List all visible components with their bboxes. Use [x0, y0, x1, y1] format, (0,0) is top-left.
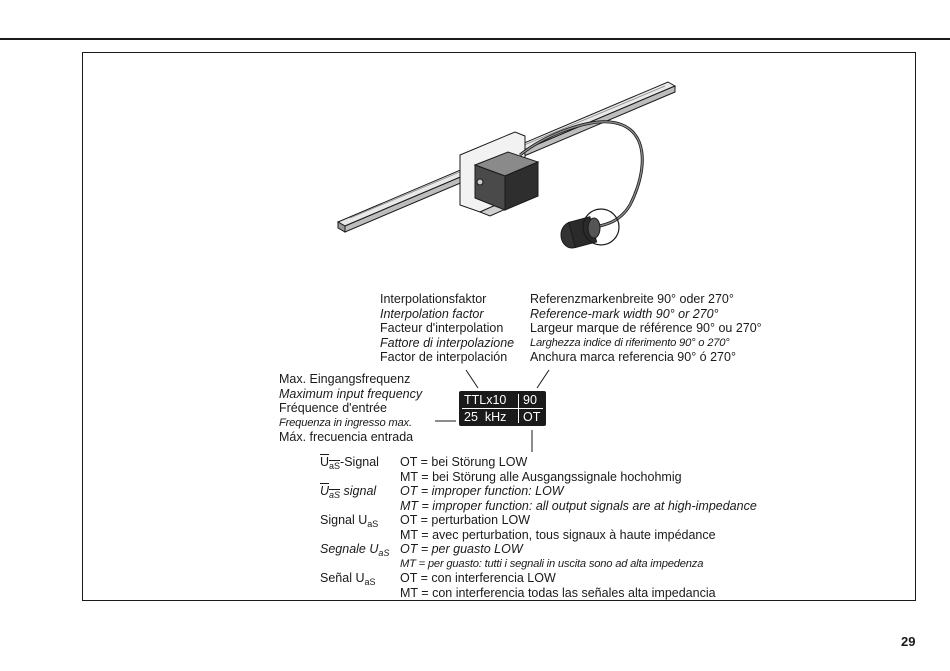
counter-display	[459, 391, 546, 426]
signal-mt-en: MT = improper function: all output signals are at high-impedance	[400, 498, 757, 513]
display-refmark: 90	[523, 393, 537, 407]
refmark-label-en: Reference-mark width 90° or 270°	[530, 306, 719, 321]
page-number: 29	[901, 634, 916, 649]
signal-label-de: $\overline{U}_{\overline{aS}}$-Signal	[320, 455, 379, 471]
display-signal-mode: OT	[523, 410, 541, 424]
interp-label-es: Factor de interpolación	[380, 350, 508, 364]
refmark-labels	[530, 292, 762, 365]
signal-ot-it: OT = per guasto LOW	[400, 542, 523, 556]
signal-mt-fr: MT = avec perturbation, tous signaux à haute impédance	[400, 527, 716, 542]
refmark-label-fr: Largeur marque de référence 90° ou 270°	[530, 321, 762, 335]
signal-label-it: Segnale $U_{aS}$	[320, 542, 390, 558]
signal-label-es: Señal $U_{aS}$	[320, 571, 376, 587]
signal-ot-en: OT = improper function: LOW	[400, 484, 564, 498]
signal-label-en: $\overline{U}_{\overline{aS}}$ signal	[320, 484, 377, 500]
signal-mt-it: MT = per guasto: tutti i segnali in uscita sono ad alta impedenza	[400, 557, 704, 570]
interp-label-it: Fattore di interpolazione	[380, 335, 515, 350]
display-divider-horizontal	[462, 408, 543, 409]
refmark-label-es: Anchura marca referencia 90° ó 270°	[530, 350, 736, 364]
interpolation-labels	[380, 292, 514, 365]
linear-encoder-illustration	[330, 60, 690, 270]
connector-icon	[561, 209, 619, 248]
freq-label-it: Frequenza in ingresso max.	[279, 416, 412, 429]
top-rule	[0, 38, 950, 40]
freq-label-en: Maximum input frequency	[279, 386, 423, 401]
signal-ot-de: OT = bei Störung LOW	[400, 455, 528, 469]
freq-label-es: Máx. frecuencia entrada	[279, 430, 414, 444]
freq-label-fr: Fréquence d'entrée	[279, 401, 388, 415]
interp-label-en: Interpolation factor	[380, 306, 484, 321]
interp-label-de: Interpolationsfaktor	[380, 292, 487, 306]
signal-mt-es: MT = con interferencia todas las señales alta impedancia	[400, 585, 716, 600]
display-interpolation: TTLx10	[464, 393, 507, 407]
freq-label-de: Max. Eingangsfrequenz	[279, 372, 411, 386]
refmark-label-it: Larghezza indice di riferimento 90° o 270°	[530, 336, 730, 349]
signal-mt-de: MT = bei Störung alle Ausgangssignale hochohmig	[400, 469, 682, 484]
refmark-label-de: Referenzmarkenbreite 90° oder 270°	[530, 292, 734, 306]
signal-label-fr: Signal $U_{aS}$	[320, 513, 379, 529]
interp-label-fr: Facteur d'interpolation	[380, 321, 504, 335]
frequency-labels	[279, 372, 422, 445]
display-frequency: 25 kHz	[464, 410, 507, 424]
signal-ot-es: OT = con interferencia LOW	[400, 571, 556, 585]
signal-ot-fr: OT = perturbation LOW	[400, 513, 531, 527]
